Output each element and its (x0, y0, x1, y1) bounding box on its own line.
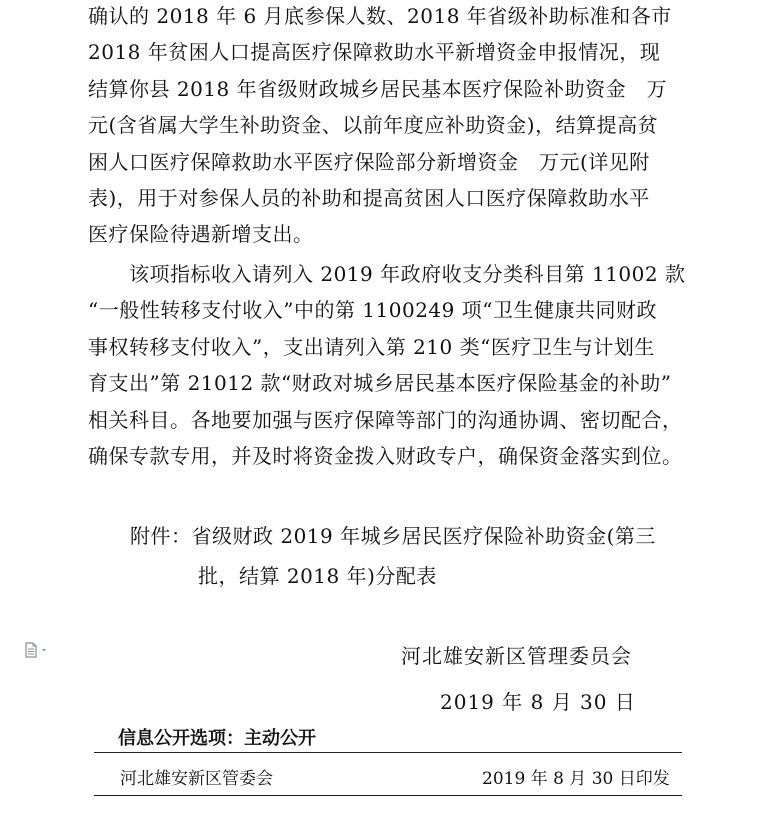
footer-issue-date: 2019 年 8 月 30 日印发 (482, 769, 670, 789)
paragraph-line: 困人口医疗保障救助水平医疗保险部分新增资金 万元(详见附 (88, 149, 650, 174)
attachment-line-1: 附件：省级财政 2019 年城乡居民医疗保险补助资金(第三 (130, 524, 656, 548)
paragraph-line: 元(含省属大学生补助资金、以前年度应补助资金)，结算提高贫 (88, 113, 659, 138)
paragraph-line: 事权转移支付收入”，支出请列入第 210 类“医疗卫生与计划生 (88, 334, 655, 359)
paragraph-line: 表)，用于对参保人员的补助和提高贫困人口医疗保障救助水平 (88, 186, 650, 211)
paragraph-line: 相关科目。各地要加强与医疗保障等部门的沟通协调、密切配合， (88, 407, 683, 432)
footer-issuer: 河北雄安新区管委会 (120, 769, 273, 789)
disclosure-option: 信息公开选项：主动公开 (118, 728, 316, 749)
document-icon[interactable] (24, 642, 48, 658)
paragraph-line: 育支出”第 21012 款“财政对城乡居民基本医疗保险基金的补助” (88, 371, 672, 396)
signature-date: 2019 年 8 月 30 日 (440, 690, 636, 714)
paragraph-line: 确认的 2018 年 6 月底参保人数、2018 年省级补助标准和各市 (88, 4, 672, 28)
paragraph-line: 2018 年贫困人口提高医疗保障救助水平新增资金申报情况，现 (88, 40, 661, 65)
attachment-note (130, 516, 656, 596)
dropdown-caret-icon (42, 649, 46, 652)
paragraph-line: 结算你县 2018 年省级财政城乡居民基本医疗保险补助资金 万 (88, 76, 668, 101)
paragraph-line: 医疗保险待遇新增支出。 (88, 222, 314, 247)
paragraph-line: 确保专款专用，并及时将资金拨入财政专户，确保资金落实到位。 (88, 444, 683, 469)
body-paragraph-1 (88, 0, 688, 253)
paragraph-line: 该项指标收入请列入 2019 年政府收支分类科目第 11002 款 (88, 262, 686, 286)
body-paragraph-2 (88, 256, 688, 474)
footer-rule-top (94, 752, 682, 753)
signature-organization: 河北雄安新区管理委员会 (401, 644, 632, 668)
paragraph-line: “一般性转移支付收入”中的第 1100249 项“卫生健康共同财政 (88, 298, 657, 323)
attachment-line-2: 批，结算 2018 年)分配表 (198, 564, 437, 588)
footer-rule-bottom (94, 795, 682, 796)
